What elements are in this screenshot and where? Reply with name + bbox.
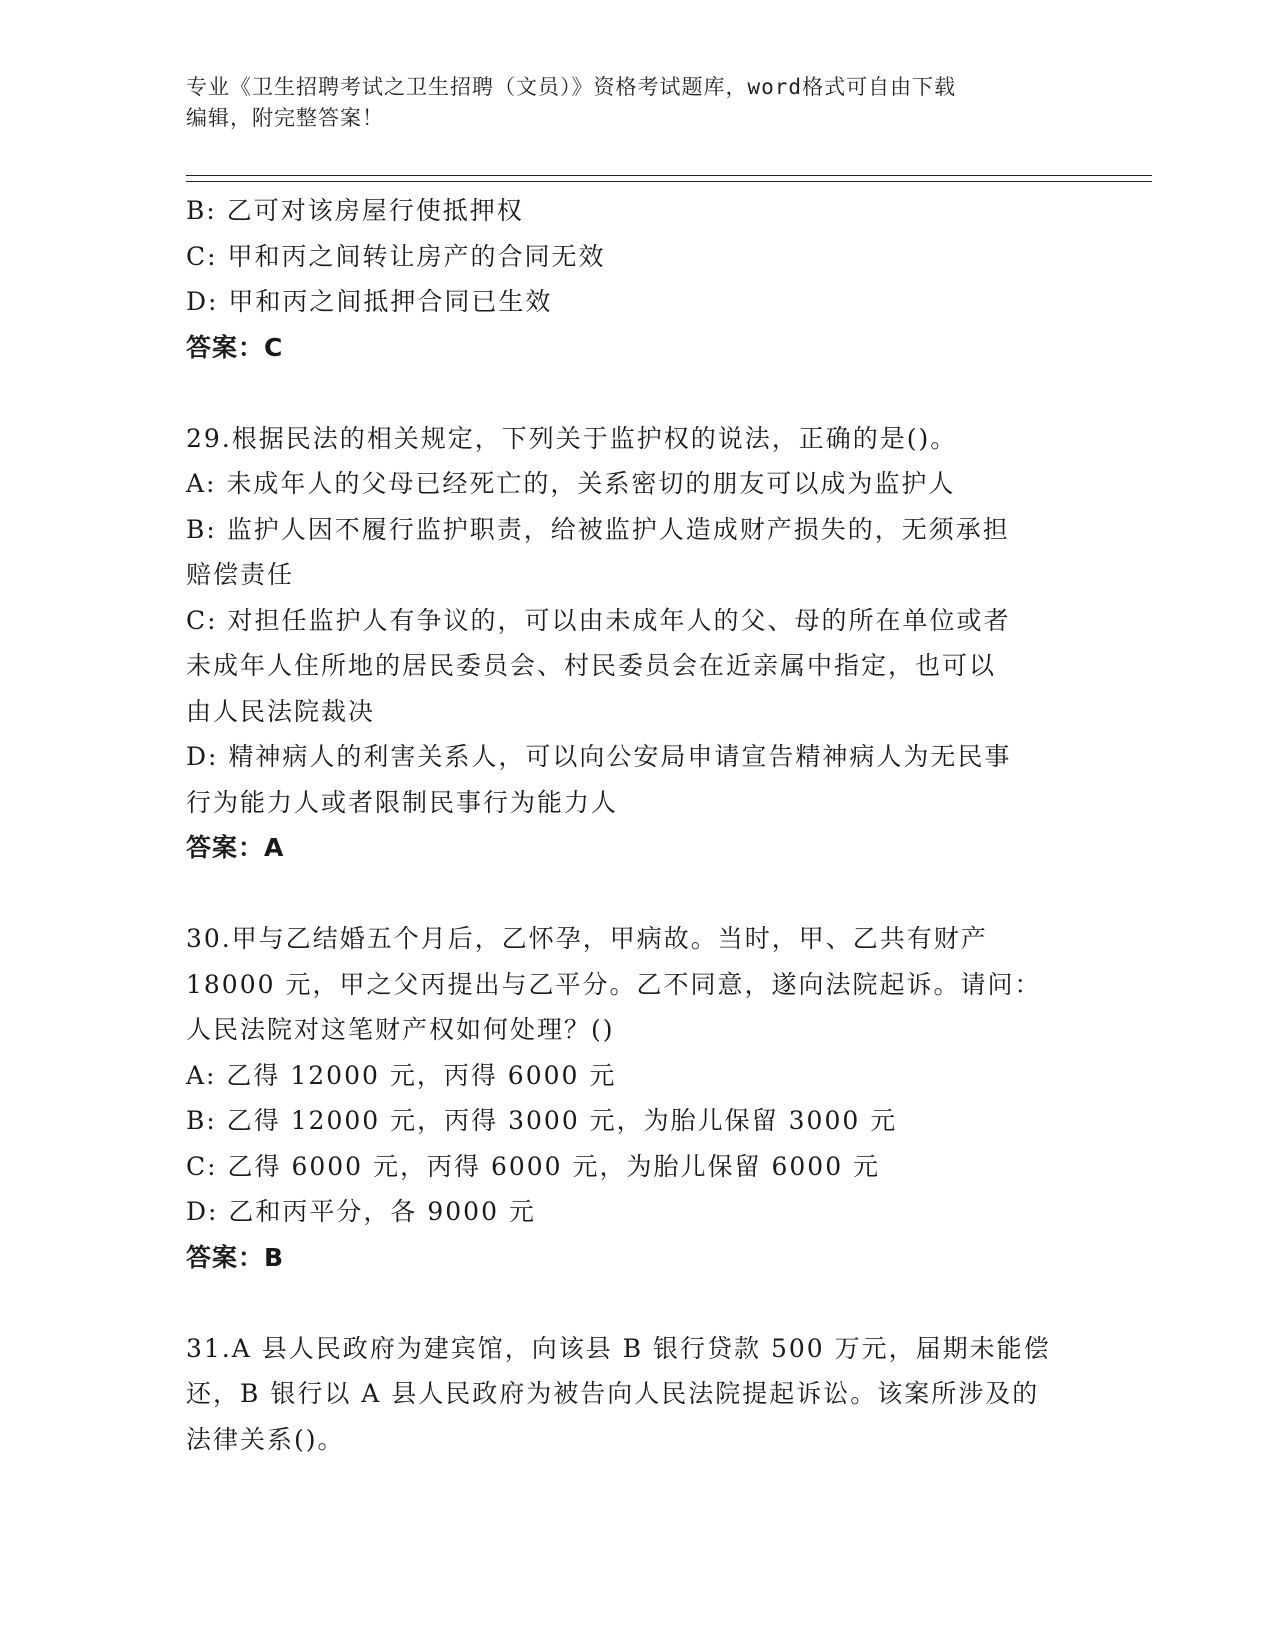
question-stem: 29.根据民法的相关规定，下列关于监护权的说法，正确的是()。	[186, 423, 958, 453]
question-stem-cont: 法律关系()。	[186, 1424, 345, 1454]
question-28-tail	[186, 188, 1086, 370]
option-d: D: 甲和丙之间抵押合同已生效	[186, 287, 553, 316]
question-stem-cont: 18000 元，甲之父丙提出与乙平分。乙不同意，遂向法院起诉。请问：	[186, 969, 1042, 999]
option-c: C: 对担任监护人有争议的，可以由未成年人的父、母的所在单位或者	[186, 605, 1011, 635]
question-31	[186, 1326, 1086, 1463]
page-header	[186, 72, 1066, 134]
option-a: A: 未成年人的父母已经死亡的，关系密切的朋友可以成为监护人	[186, 469, 956, 498]
question-30	[186, 916, 1086, 1280]
option-d: D: 乙和丙平分，各 9000 元	[186, 1197, 536, 1226]
option-d: D: 精神病人的利害关系人，可以向公安局申请宣告精神病人为无民事	[186, 742, 1012, 771]
header-line-1: 专业《卫生招聘考试之卫生招聘（文员）》资格考试题库，word格式可自由下载	[186, 75, 957, 99]
question-stem-cont: 还，B 银行以 A 县人民政府为被告向人民法院提起诉讼。该案所涉及的	[186, 1379, 1040, 1408]
question-stem: 30.甲与乙结婚五个月后，乙怀孕，甲病故。当时，甲、乙共有财产	[186, 924, 988, 953]
question-stem-cont: 人民法院对这笔财产权如何处理？()	[186, 1015, 615, 1044]
option-b: B: 乙得 12000 元，丙得 3000 元，为胎儿保留 3000 元	[186, 1106, 898, 1135]
option-a: A: 乙得 12000 元，丙得 6000 元	[186, 1060, 617, 1090]
spacer	[186, 1280, 1086, 1326]
spacer	[186, 370, 1086, 416]
option-b: B: 监护人因不履行监护职责，给被监护人造成财产损失的，无须承担	[186, 514, 1010, 544]
answer-label: 答案：B	[186, 1242, 285, 1272]
option-c-cont: 未成年人住所地的居民委员会、村民委员会在近亲属中指定，也可以	[186, 651, 997, 680]
answer-label: 答案：A	[186, 833, 285, 862]
question-body	[186, 188, 1086, 1462]
option-c-cont: 由人民法院裁决	[186, 696, 376, 726]
header-divider	[186, 175, 1152, 182]
option-c: C: 乙得 6000 元，丙得 6000 元，为胎儿保留 6000 元	[186, 1151, 881, 1181]
header-line-2: 编辑，附完整答案！	[186, 106, 384, 130]
option-c: C: 甲和丙之间转让房产的合同无效	[186, 241, 606, 271]
option-b: B: 乙可对该房屋行使抵押权	[186, 196, 524, 225]
option-b-cont: 赔偿责任	[186, 560, 295, 589]
option-d-cont: 行为能力人或者限制民事行为能力人	[186, 787, 619, 817]
answer-label: 答案：C	[186, 332, 284, 362]
spacer	[186, 871, 1086, 917]
question-29	[186, 416, 1086, 871]
question-stem: 31.A 县人民政府为建宾馆，向该县 B 银行贷款 500 万元，届期未能偿	[186, 1333, 1051, 1363]
